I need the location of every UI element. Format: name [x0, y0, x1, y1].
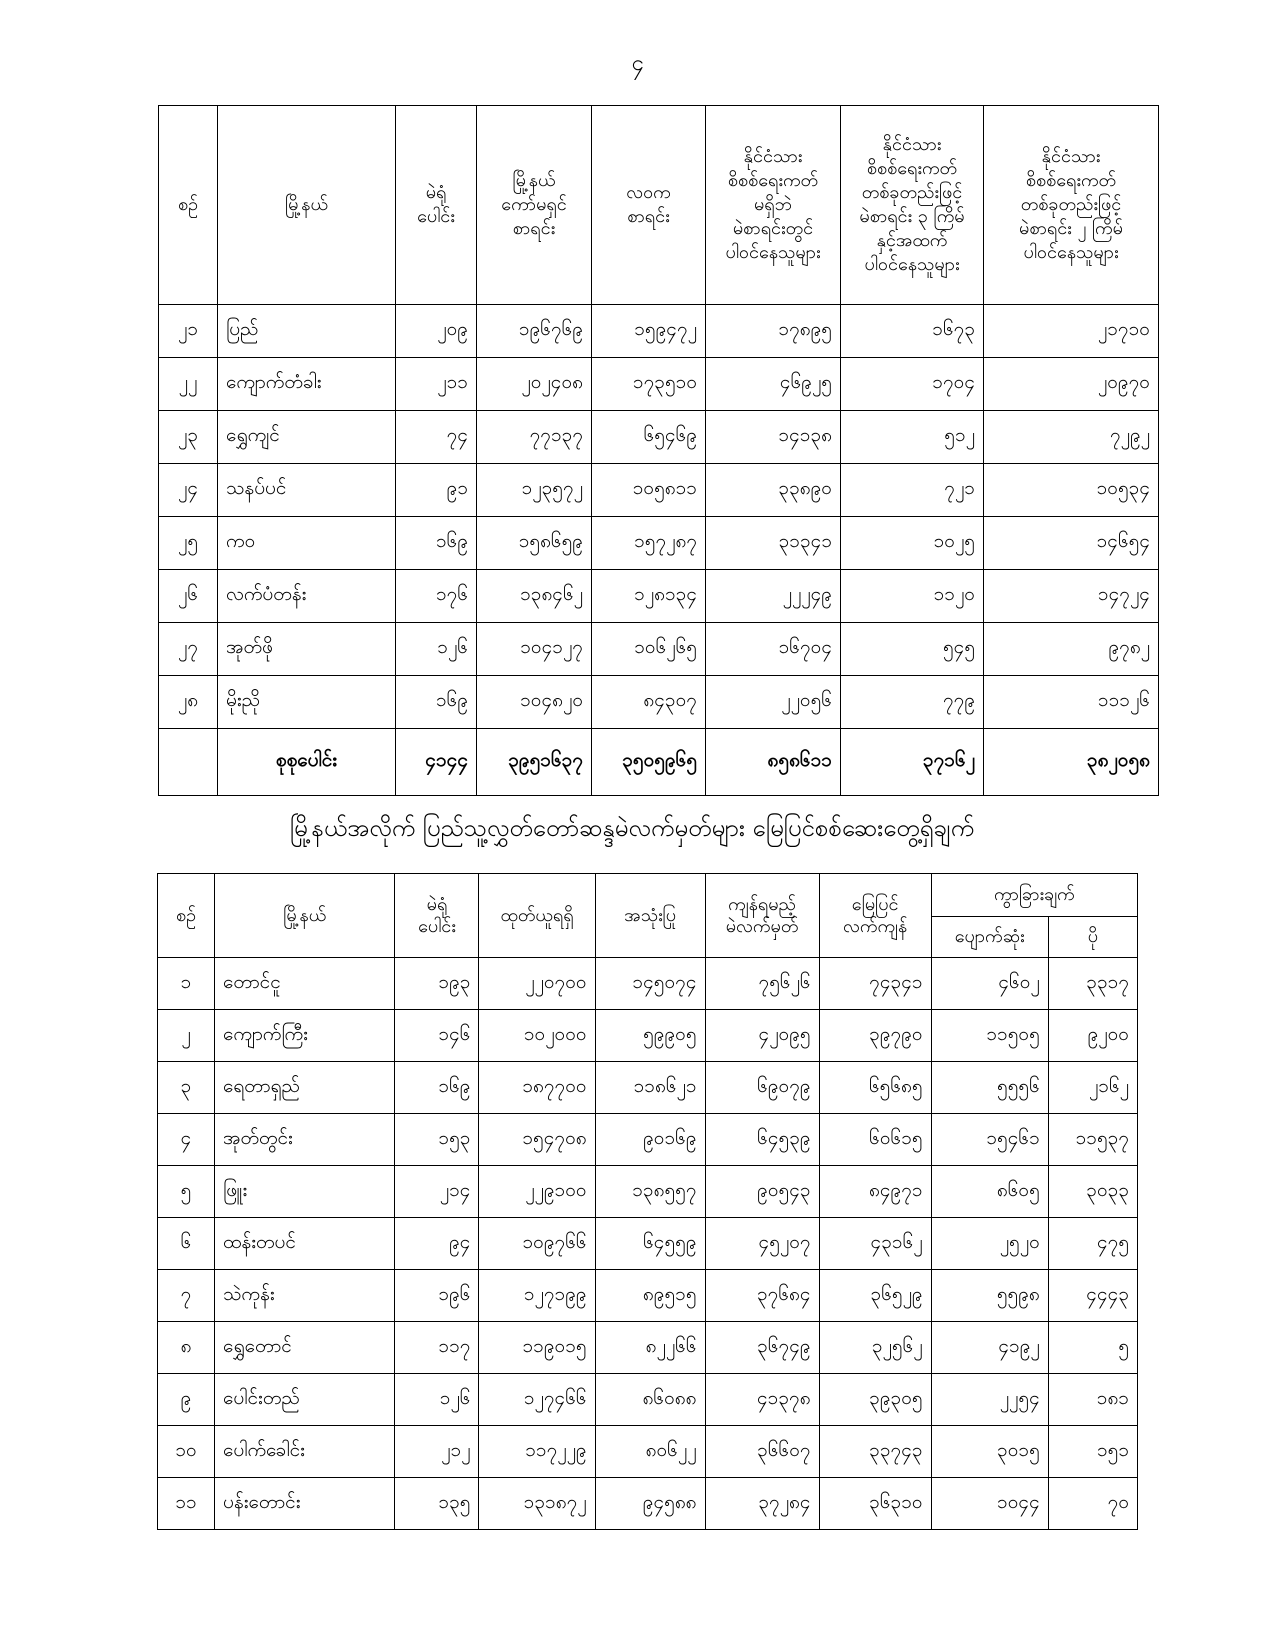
table-cell: ကျောက်ကြီး [215, 1010, 395, 1062]
table-cell: အုတ်ဖို [218, 623, 396, 676]
table-cell: ၁၉၆ [395, 1270, 479, 1322]
table-cell: ၇၂၉၂ [984, 411, 1159, 464]
table-cell: ၁၁၅၃၇ [1048, 1114, 1137, 1166]
table-cell: ၁၆၉ [395, 1062, 479, 1114]
table-cell: ၁၁၅၀၅ [931, 1010, 1048, 1062]
column-header: ကွာခြားချက် [931, 874, 1137, 917]
table-row [159, 676, 1159, 729]
table-row [159, 517, 1159, 570]
table-cell: ၁ [158, 958, 215, 1010]
table-cell: ၁၂၇၁၉၉ [479, 1270, 595, 1322]
table-cell: ၁၃၈၅၅၇ [595, 1166, 705, 1218]
column-header: မြို့နယ် [218, 106, 396, 305]
table-cell: ၁၁၁၂၆ [984, 676, 1159, 729]
column-header: မြို့နယ် ကော်မရှင် စာရင်း [477, 106, 592, 305]
column-header: စဉ် [158, 874, 215, 958]
table-cell: ဖြူး [215, 1166, 395, 1218]
table-cell: ၃၇၆၈၄ [705, 1270, 819, 1322]
table-cell: ၆ [158, 1218, 215, 1270]
table-cell: ၆၅၄၆၉ [592, 411, 706, 464]
table-cell: ၂၁၇၁၀ [984, 305, 1159, 358]
table-cell: ၇၅၆၂၆ [705, 958, 819, 1010]
table-cell: ၂၂၅၄ [931, 1374, 1048, 1426]
table-row [158, 958, 1138, 1010]
table-cell: ၉၇၈၂ [984, 623, 1159, 676]
table-cell: ၄၅၂၀၇ [705, 1218, 819, 1270]
table-cell: ၅၉၉၀၅ [595, 1010, 705, 1062]
table-cell: ၂၃ [159, 411, 218, 464]
table-cell: ၁၂၈၁၃၄ [592, 570, 706, 623]
table-cell: ၇ [158, 1270, 215, 1322]
table-cell: ၃၆၆၀၇ [705, 1426, 819, 1478]
table-cell: ၁၆၇၀၄ [706, 623, 841, 676]
table-cell: ၄၁၃၇၈ [705, 1374, 819, 1426]
table-cell: ၁၁၂၀ [841, 570, 984, 623]
table-cell: ၁၂၆ [396, 623, 477, 676]
table-cell: ၁၆၇၃ [841, 305, 984, 358]
table-cell: ၃၉၇၉၀ [819, 1010, 931, 1062]
table-cell: ၅၄၅ [841, 623, 984, 676]
table-cell: ၁၈၇၇၀၀ [479, 1062, 595, 1114]
table-cell: ၁၃၁၈၇၂ [479, 1478, 595, 1530]
table-cell: ၅၅၅၆ [931, 1062, 1048, 1114]
table-cell: ၃၃၈၉၀ [706, 464, 841, 517]
table-cell: ၁၉၃ [395, 958, 479, 1010]
table-row [158, 1166, 1138, 1218]
table-cell: ၄၂၀၉၅ [705, 1010, 819, 1062]
table-cell: ၅၁၂ [841, 411, 984, 464]
table-cell: ၈၀၆၂၂ [595, 1426, 705, 1478]
column-header: နိုင်ငံသား စိစစ်ရေးကတ် မရှိဘဲ မဲစာရင်းတွင် ပါဝင်နေသူများ [706, 106, 841, 305]
ballot-check-table [157, 873, 1138, 1530]
table-cell: ၁၁၇ [395, 1322, 479, 1374]
table-cell: ၂၈ [159, 676, 218, 729]
total-cell: ၃၅၀၅၉၆၅ [592, 729, 706, 796]
table-cell: ထန်းတပင် [215, 1218, 395, 1270]
table-row [158, 1218, 1138, 1270]
total-cell: ၃၉၅၁၆၃၇ [477, 729, 592, 796]
table-cell: ၂၄ [159, 464, 218, 517]
table-cell: ၈၄၉၇၁ [819, 1166, 931, 1218]
table-cell: ရွှေကျင် [218, 411, 396, 464]
column-header: မဲရုံ ပေါင်း [396, 106, 477, 305]
table-row [159, 464, 1159, 517]
table-cell: ၁၆၉ [396, 517, 477, 570]
table-cell: ၄၆၀၂ [931, 958, 1048, 1010]
table-cell: ၁၀၂၀၀၀ [479, 1010, 595, 1062]
column-header: မြေပြင် လက်ကျန် [819, 874, 931, 958]
column-header: ကျန်ရမည့် မဲလက်မှတ် [705, 874, 819, 958]
table-row [159, 623, 1159, 676]
table-row [158, 1062, 1138, 1114]
column-subheader: ပို [1048, 917, 1137, 958]
table-cell: ၂၁၂ [395, 1426, 479, 1478]
table-cell: ၄ [158, 1114, 215, 1166]
total-cell: ၃၇၁၆၂ [841, 729, 984, 796]
table-cell: ၁၆၉ [396, 676, 477, 729]
table-cell: ပေါက်ခေါင်း [215, 1426, 395, 1478]
table-cell: ၃၂၅၆၂ [819, 1322, 931, 1374]
total-cell: ၈၅၈၆၁၁ [706, 729, 841, 796]
table-cell: ၇၄ [396, 411, 477, 464]
table-cell: ၃၉၃၀၅ [819, 1374, 931, 1426]
table-cell: ၇၇၁၃၇ [477, 411, 592, 464]
table-cell: ၃၃၇၄၃ [819, 1426, 931, 1478]
column-header: ထုတ်ယူရရှိ [479, 874, 595, 958]
table-cell: ၄၃၁၆၂ [819, 1218, 931, 1270]
table-cell: ၈ [158, 1322, 215, 1374]
table-row [158, 1322, 1138, 1374]
table-cell: ၁၃၈၄၆၂ [477, 570, 592, 623]
table-cell: ၉၀၁၆၉ [595, 1114, 705, 1166]
table-cell: ၆၀၆၁၅ [819, 1114, 931, 1166]
table-cell: ၃၆၇၄၉ [705, 1322, 819, 1374]
table-cell: ၉၁ [396, 464, 477, 517]
table-cell: ၁၀၅၈၁၁ [592, 464, 706, 517]
table-cell: အုတ်တွင်း [215, 1114, 395, 1166]
table-cell: ၄၆၉၂၅ [706, 358, 841, 411]
table-header-row [158, 874, 1138, 917]
table-cell: ၂၂၉၁၀၀ [479, 1166, 595, 1218]
table-row [158, 1010, 1138, 1062]
total-cell: ၄၁၄၄ [396, 729, 477, 796]
table-cell: ၁၇၀၄ [841, 358, 984, 411]
table-cell: ၇၀ [1048, 1478, 1137, 1530]
column-header: လဝက စာရင်း [592, 106, 706, 305]
table-cell: ၂၁၆၂ [1048, 1062, 1137, 1114]
table-cell: ၃၇၂၈၄ [705, 1478, 819, 1530]
table-cell: ၁၅၃ [395, 1114, 479, 1166]
total-row [159, 729, 1159, 796]
table-cell: ၇၂၁ [841, 464, 984, 517]
table-cell: ၁၅၈၆၅၉ [477, 517, 592, 570]
table-cell: ၁၇၈၉၅ [706, 305, 841, 358]
table-cell: သဲကုန်း [215, 1270, 395, 1322]
column-header: မြို့နယ် [215, 874, 395, 958]
table-cell: ၁၁၈၆၂၁ [595, 1062, 705, 1114]
table-cell: ၂၁ [159, 305, 218, 358]
voter-list-table [158, 105, 1159, 796]
table-cell: ၃၃၁၇ [1048, 958, 1137, 1010]
table-cell: ၃၁၃၄၁ [706, 517, 841, 570]
column-header: စဉ် [159, 106, 218, 305]
section-caption: မြို့နယ်အလိုက် ပြည်သူ့လွှတ်တော်ဆန္ဒမဲလက်မှတ်များ မြေပြင်စစ်ဆေးတွေ့ရှိချက် [290, 814, 975, 842]
table-cell: ၈၆၀၅ [931, 1166, 1048, 1218]
table-cell: ၁၅၄၆၁ [931, 1114, 1048, 1166]
table-cell: ၁၀၆၂၆၅ [592, 623, 706, 676]
table-row [158, 1270, 1138, 1322]
table-cell: ၁၇၃၅၁၀ [592, 358, 706, 411]
table-cell: ၉၄၅၈၈ [595, 1478, 705, 1530]
total-cell [159, 729, 218, 796]
page-number: ၄ [631, 51, 644, 76]
table-cell: ၁၅၄၇၀၈ [479, 1114, 595, 1166]
table-cell: ၁၈၁ [1048, 1374, 1137, 1426]
table-cell: ၂၁၁ [396, 358, 477, 411]
table-cell: ၃၀၁၅ [931, 1426, 1048, 1478]
table-cell: ၃၆၅၂၉ [819, 1270, 931, 1322]
table-cell: ၁၇၆ [396, 570, 477, 623]
table-cell: ၁၅၁ [1048, 1426, 1137, 1478]
table-row [158, 1114, 1138, 1166]
table-cell: ၈၄၃၀၇ [592, 676, 706, 729]
table-cell: ၂၁၄ [395, 1166, 479, 1218]
table-cell: ၉၄ [395, 1218, 479, 1270]
table-row [159, 358, 1159, 411]
table-cell: ၂၇ [159, 623, 218, 676]
table-cell: ၆၅၆၈၅ [819, 1062, 931, 1114]
table-cell: ၁၀၂၅ [841, 517, 984, 570]
table-cell: ၃၀၃၃ [1048, 1166, 1137, 1218]
table-cell: ၁၀၅၃၄ [984, 464, 1159, 517]
table-cell: လက်ပံတန်း [218, 570, 396, 623]
table-cell: ၁၀၄၈၂၀ [477, 676, 592, 729]
table-cell: ၆၄၅၃၉ [705, 1114, 819, 1166]
column-header: နိုင်ငံသား စိစစ်ရေးကတ် တစ်ခုတည်းဖြင့် မဲစာရင်း ၃ ကြိမ် နှင့်အထက် ပါဝင်နေသူများ [841, 106, 984, 305]
table-cell: ၂၀၉၇၀ [984, 358, 1159, 411]
table-cell: မိုးညို [218, 676, 396, 729]
table-cell: ၁၀၄၁၂၇ [477, 623, 592, 676]
table-cell: ၂၂ [159, 358, 218, 411]
table-cell: ၇၄၃၄၁ [819, 958, 931, 1010]
table-cell: ၁၄၅၀၇၄ [595, 958, 705, 1010]
table-cell: ၆၉၀၇၉ [705, 1062, 819, 1114]
table-cell: ၉ [158, 1374, 215, 1426]
table-cell: ၁၁၉၀၁၅ [479, 1322, 595, 1374]
table-cell: ပေါင်းတည် [215, 1374, 395, 1426]
table-cell: ပန်းတောင်း [215, 1478, 395, 1530]
table-cell: ၂၀၉ [396, 305, 477, 358]
table-cell: ၂ [158, 1010, 215, 1062]
table-cell: ကဝ [218, 517, 396, 570]
table-cell: ၁၃၅ [395, 1478, 479, 1530]
table-cell: ၁၅၇၂၈၇ [592, 517, 706, 570]
table-cell: ပြည် [218, 305, 396, 358]
table-cell: ၁၄၁၃၈ [706, 411, 841, 464]
table-cell: ကျောက်တံခါး [218, 358, 396, 411]
table-row [158, 1374, 1138, 1426]
table-row [159, 305, 1159, 358]
table-cell: ၁၄၇၂၄ [984, 570, 1159, 623]
table-cell: ၂၀၂၄၀၈ [477, 358, 592, 411]
column-header: အသုံးပြု [595, 874, 705, 958]
table-cell: ၄၁၉၂ [931, 1322, 1048, 1374]
table-cell: ၅ [158, 1166, 215, 1218]
table-cell: ၉၂၀၀ [1048, 1010, 1137, 1062]
table-cell: ၅၅၉၈ [931, 1270, 1048, 1322]
column-header: မဲရုံ ပေါင်း [395, 874, 479, 958]
table-cell: ၁၀၄၄ [931, 1478, 1048, 1530]
table-cell: ၄၇၅ [1048, 1218, 1137, 1270]
table-cell: ၂၆ [159, 570, 218, 623]
table-cell: ၂၂၂၄၉ [706, 570, 841, 623]
table-cell: ၁၂၇၄၆၆ [479, 1374, 595, 1426]
table-cell: ၁၁၇၂၂၉ [479, 1426, 595, 1478]
table-cell: ၁၂၆ [395, 1374, 479, 1426]
table-cell: ၈၉၅၁၅ [595, 1270, 705, 1322]
table-cell: တောင်ငူ [215, 958, 395, 1010]
table-cell: ၁၉၆၇၆၉ [477, 305, 592, 358]
total-cell: စုစုပေါင်း [218, 729, 396, 796]
table-cell: ၈၂၂၆၆ [595, 1322, 705, 1374]
table-row [158, 1426, 1138, 1478]
table-cell: ၆၄၅၅၉ [595, 1218, 705, 1270]
table-row [159, 570, 1159, 623]
table-cell: ၁၀ [158, 1426, 215, 1478]
table-row [159, 411, 1159, 464]
table-cell: ၅ [1048, 1322, 1137, 1374]
column-header: နိုင်ငံသား စိစစ်ရေးကတ် တစ်ခုတည်းဖြင့် မဲစာရင်း ၂ ကြိမ် ပါဝင်နေသူများ [984, 106, 1159, 305]
table-cell: ၂၅၂၀ [931, 1218, 1048, 1270]
table-cell: ၃ [158, 1062, 215, 1114]
table-cell: ၁၂၃၅၇၂ [477, 464, 592, 517]
table-header-row [159, 106, 1159, 305]
table-cell: ၁၅၉၄၇၂ [592, 305, 706, 358]
table-cell: ရွှေတောင် [215, 1322, 395, 1374]
column-subheader: ပျောက်ဆုံး [931, 917, 1048, 958]
table-cell: ၇၇၉ [841, 676, 984, 729]
table-cell: ၈၆၀၈၈ [595, 1374, 705, 1426]
table-row [158, 1478, 1138, 1530]
table-cell: ၁၀၉၇၆၆ [479, 1218, 595, 1270]
table-cell: ၂၅ [159, 517, 218, 570]
table-cell: သနပ်ပင် [218, 464, 396, 517]
table-cell: ၂၂၀၅၆ [706, 676, 841, 729]
table-cell: ၉၀၅၄၃ [705, 1166, 819, 1218]
table-cell: ၁၄၆၅၄ [984, 517, 1159, 570]
table-cell: ရေတာရှည် [215, 1062, 395, 1114]
table-cell: ၂၂၀၇၀၀ [479, 958, 595, 1010]
table-cell: ၁၁ [158, 1478, 215, 1530]
table-cell: ၁၄၆ [395, 1010, 479, 1062]
total-cell: ၃၈၂၀၅၈ [984, 729, 1159, 796]
table-cell: ၃၆၃၁၀ [819, 1478, 931, 1530]
table-cell: ၄၄၄၃ [1048, 1270, 1137, 1322]
